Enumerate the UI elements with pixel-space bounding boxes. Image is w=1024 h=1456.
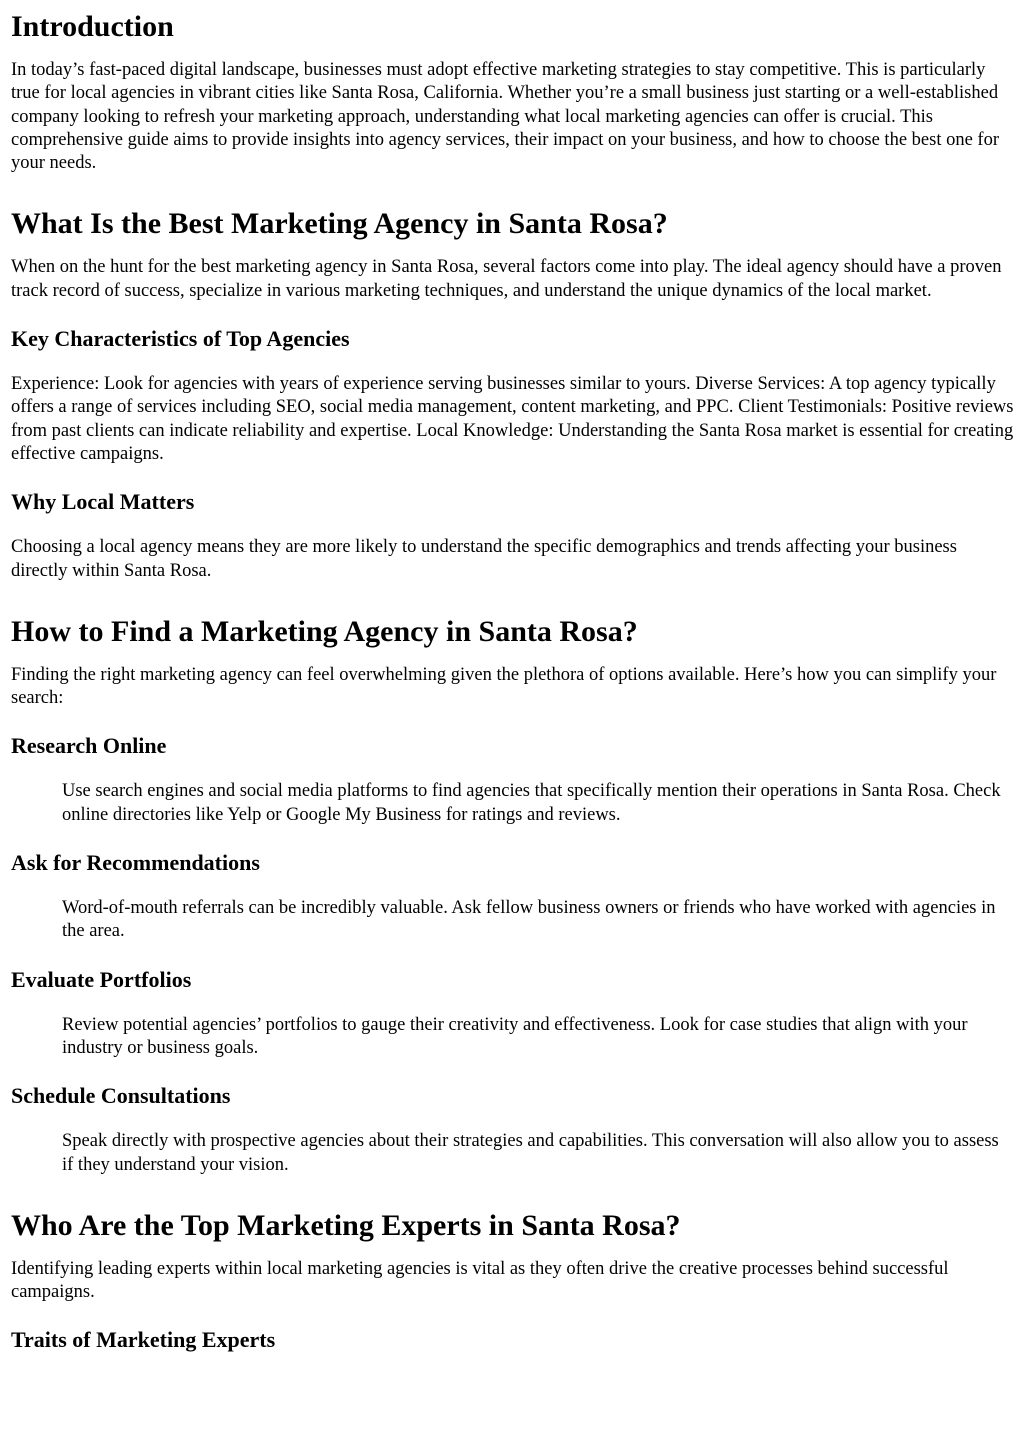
find-agency-heading: How to Find a Marketing Agency in Santa Rosa? [11,614,638,648]
consultations-heading: Schedule Consultations [11,1083,231,1109]
intro-paragraph: In today’s fast-paced digital landscape, businesses must adopt effective marketing strategies to stay competitive. This is particularly true for local agencies in vibrant cities like Santa Rosa, California. Whether you’re a small business just starting or a well-established company looking to refresh your marketing approach, understanding what local marketing agencies can offer is crucial. This comprehensive guide aims to provide insights into agency services, their impact on your business, and how to choose the best one for your needs. [11,60,999,174]
portfolios-heading: Evaluate Portfolios [11,966,192,992]
best-agency-paragraph: When on the hunt for the best marketing agency in Santa Rosa, several factors come into play. The ideal agency should have a proven track record of success, specialize in various marketing techniques, and understand the unique dynamics of the local market. [11,257,1002,301]
local-matters-heading: Why Local Matters [11,489,195,515]
best-agency-heading: What Is the Best Marketing Agency in Santa Rosa? [11,207,668,241]
recommendations-heading: Ask for Recommendations [11,850,260,876]
recommendations-text: Word-of-mouth referrals can be incredibly valuable. Ask fellow business owners or friends who have worked with agencies in the area. [62,898,996,942]
intro-heading: Introduction [11,10,174,43]
find-agency-paragraph: Finding the right marketing agency can feel overwhelming given the plethora of options available. Here’s how you can simplify your search: [11,664,997,709]
consultations-text: Speak directly with prospective agencies about their strategies and capabilities. This conversation will also allow you to assess if they understand your vision. [62,1131,999,1175]
research-online-heading: Research Online [11,733,167,759]
local-matters-paragraph: Choosing a local agency means they are more likely to understand the specific demographics and trends affecting your business directly within Santa Rosa. [11,537,957,581]
characteristics-heading: Key Characteristics of Top Agencies [11,326,350,352]
characteristics-paragraph: Experience: Look for agencies with years of experience serving businesses similar to yours. Diverse Services: A top agency typically offers a range of services including SEO, social media management, content marketing, and PPC. Client Testimonials: Positive reviews from past clients can indicate reliability and expertise. Local Knowledge: Understanding the Santa Rosa market is essential for creating effective campaigns. [11,374,1014,464]
traits-heading: Traits of Marketing Experts [11,1327,276,1353]
article [0,10,1024,1353]
portfolios-text: Review potential agencies’ portfolios to gauge their creativity and effectiveness. Look for case studies that align with your industry or business goals. [62,1014,968,1058]
experts-paragraph: Identifying leading experts within local marketing agencies is vital as they often drive the creative processes behind successful campaigns. [11,1258,949,1303]
experts-heading: Who Are the Top Marketing Experts in Santa Rosa? [11,1208,681,1242]
research-online-text: Use search engines and social media platforms to find agencies that specifically mention their operations in Santa Rosa. Check online directories like Yelp or Google My Business for ratings and reviews. [62,781,1001,825]
